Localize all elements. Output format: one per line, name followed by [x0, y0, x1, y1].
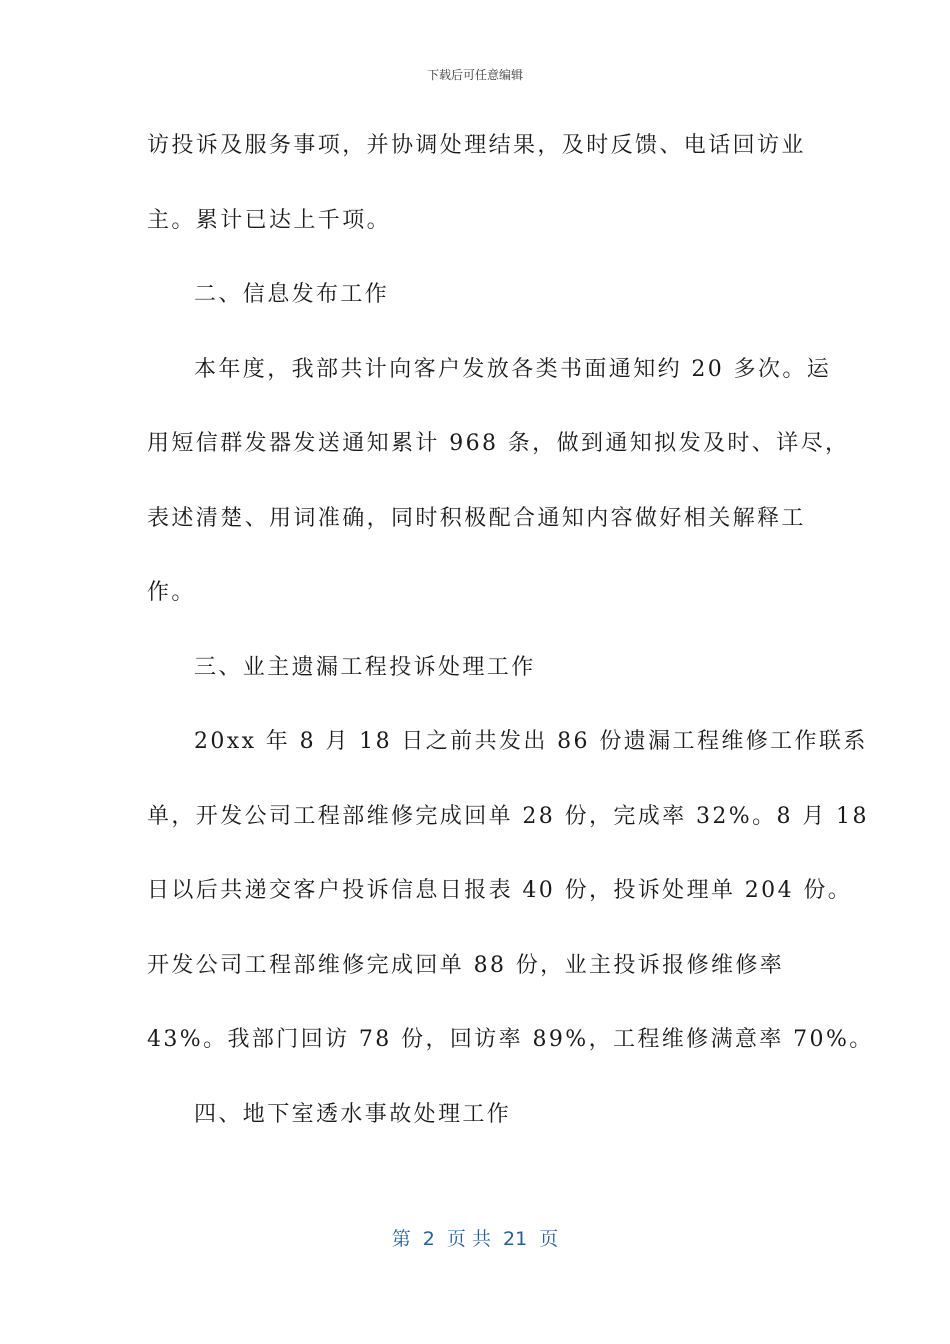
- section-heading: 三、业主遗漏工程投诉处理工作: [194, 654, 536, 680]
- paragraph-line: 访投诉及服务事项，并协调处理结果，及时反馈、电话回访业: [147, 133, 806, 158]
- page-header: 下载后可任意编辑: [426, 68, 523, 82]
- paragraph-line: 表述清楚、用词准确，同时积极配合通知内容做好相关解释工: [147, 505, 806, 531]
- page-number-footer: 第 2 页 共 21 页: [391, 1228, 559, 1250]
- paragraph-line: 开发公司工程部维修完成回单 88 份，业主投诉报修维修率: [147, 952, 785, 978]
- section-heading: 二、信息发布工作: [194, 282, 390, 307]
- paragraph-line: 用短信群发器发送通知累计 968 条，做到通知拟发及时、详尽，: [147, 431, 850, 456]
- paragraph-line: 单，开发公司工程部维修完成回单 28 份，完成率 32%。8 月 18: [147, 803, 869, 829]
- paragraph-line: 本年度，我部共计向客户发放各类书面通知约 20 多次。运: [194, 356, 832, 382]
- document-body: [147, 122, 874, 1165]
- paragraph-line: 43%。我部门回访 78 份，回访率 89%，工程维修满意率 70%。: [147, 1027, 874, 1052]
- paragraph-line: 日以后共递交客户投诉信息日报表 40 份，投诉处理单 204 份。: [147, 878, 853, 903]
- paragraph-line: 作。: [147, 580, 196, 605]
- section-heading: 四、地下室透水事故处理工作: [194, 1101, 512, 1127]
- paragraph-line: 主。累计已达上千项。: [147, 207, 392, 233]
- paragraph-line: 20xx 年 8 月 18 日之前共发出 86 份遗漏工程维修工作联系: [194, 729, 868, 754]
